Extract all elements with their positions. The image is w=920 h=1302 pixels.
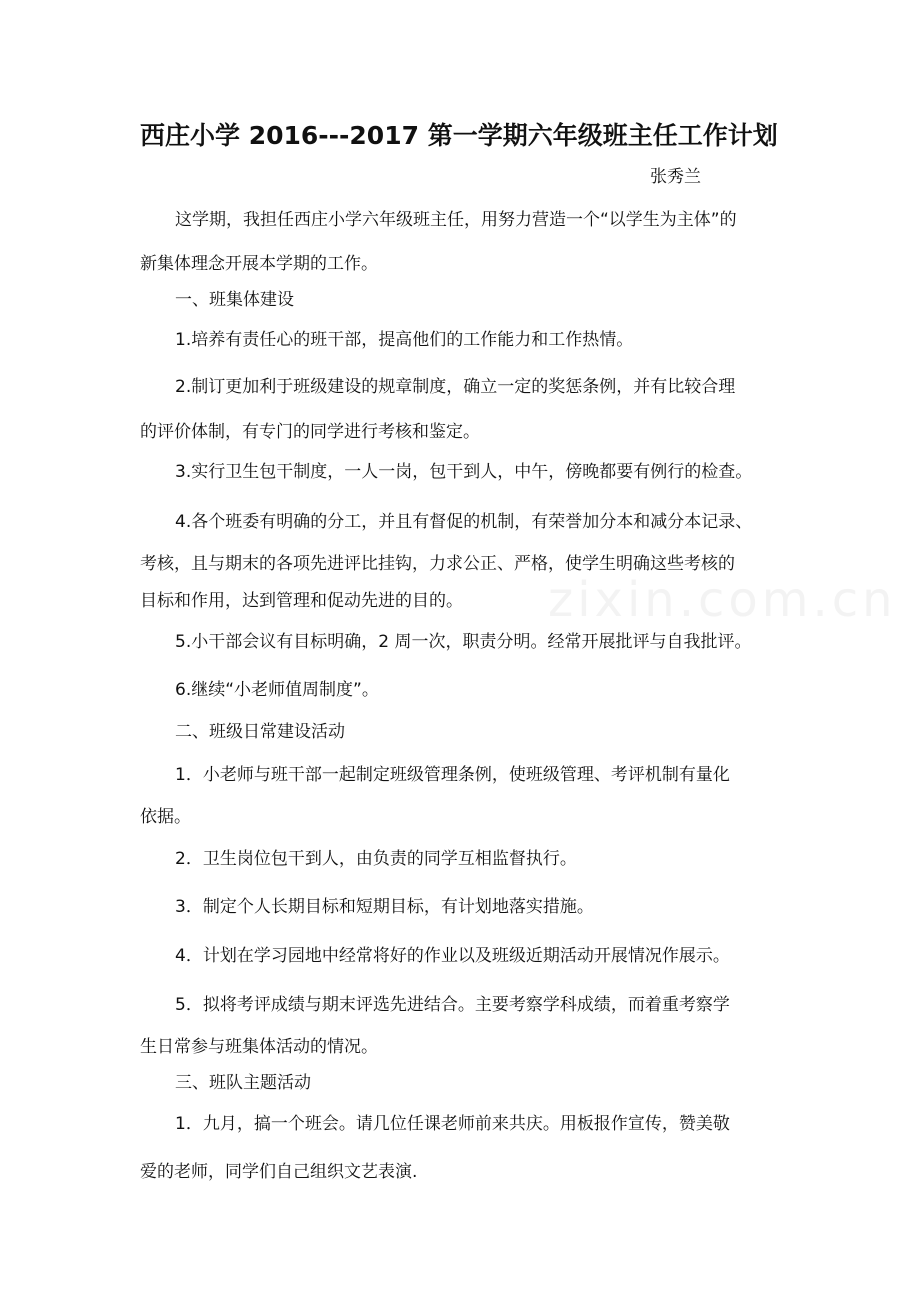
document-title: 西庄小学 2016---2017 第一学期六年级班主任工作计划 xyxy=(140,121,778,150)
paragraph-line: 考核，且与期末的各项先进评比挂钩，力求公正、严格，使学生明确这些考核的 xyxy=(140,554,735,574)
paragraph-line: 生日常参与班集体活动的情况。 xyxy=(140,1037,378,1057)
paragraph-line: 新集体理念开展本学期的工作。 xyxy=(140,254,378,274)
list-item: 3．制定个人长期目标和短期目标，有计划地落实措施。 xyxy=(175,897,594,917)
list-item: 4．计划在学习园地中经常将好的作业以及班级近期活动开展情况作展示。 xyxy=(175,946,730,966)
list-item: 1.培养有责任心的班干部，提高他们的工作能力和工作热情。 xyxy=(175,330,634,350)
list-item: 4.各个班委有明确的分工，并且有督促的机制，有荣誉加分本和减分本记录、 xyxy=(175,512,753,532)
author-name: 张秀兰 xyxy=(650,167,701,187)
list-item: 2．卫生岗位包干到人，由负责的同学互相监督执行。 xyxy=(175,849,577,869)
section-heading: 一、班集体建设 xyxy=(175,290,294,310)
section-heading: 二、班级日常建设活动 xyxy=(175,722,345,742)
watermark: zixin.com.cn xyxy=(548,572,897,628)
list-item: 1．小老师与班干部一起制定班级管理条例，使班级管理、考评机制有量化 xyxy=(175,765,730,785)
section-heading: 三、班队主题活动 xyxy=(175,1073,311,1093)
paragraph-line: 目标和作用，达到管理和促动先进的目的。 xyxy=(140,591,463,611)
list-item: 5.小干部会议有目标明确，2 周一次，职责分明。经常开展批评与自我批评。 xyxy=(175,632,752,652)
list-item: 3.实行卫生包干制度，一人一岗，包干到人，中午，傍晚都要有例行的检查。 xyxy=(175,462,753,482)
paragraph-line: 这学期，我担任西庄小学六年级班主任，用努力营造一个“以学生为主体”的 xyxy=(175,210,737,230)
list-item: 1．九月，搞一个班会。请几位任课老师前来共庆。用板报作宣传，赞美敬 xyxy=(175,1114,730,1134)
paragraph-line: 的评价体制，有专门的同学进行考核和鉴定。 xyxy=(140,422,480,442)
paragraph-line: 爱的老师，同学们自己组织文艺表演. xyxy=(140,1162,418,1182)
list-item: 2.制订更加利于班级建设的规章制度，确立一定的奖惩条例，并有比较合理 xyxy=(175,377,736,397)
list-item: 5．拟将考评成绩与期末评选先进结合。主要考察学科成绩，而着重考察学 xyxy=(175,995,730,1015)
list-item: 6.继续“小老师值周制度”。 xyxy=(175,680,379,700)
paragraph-line: 依据。 xyxy=(140,807,191,827)
